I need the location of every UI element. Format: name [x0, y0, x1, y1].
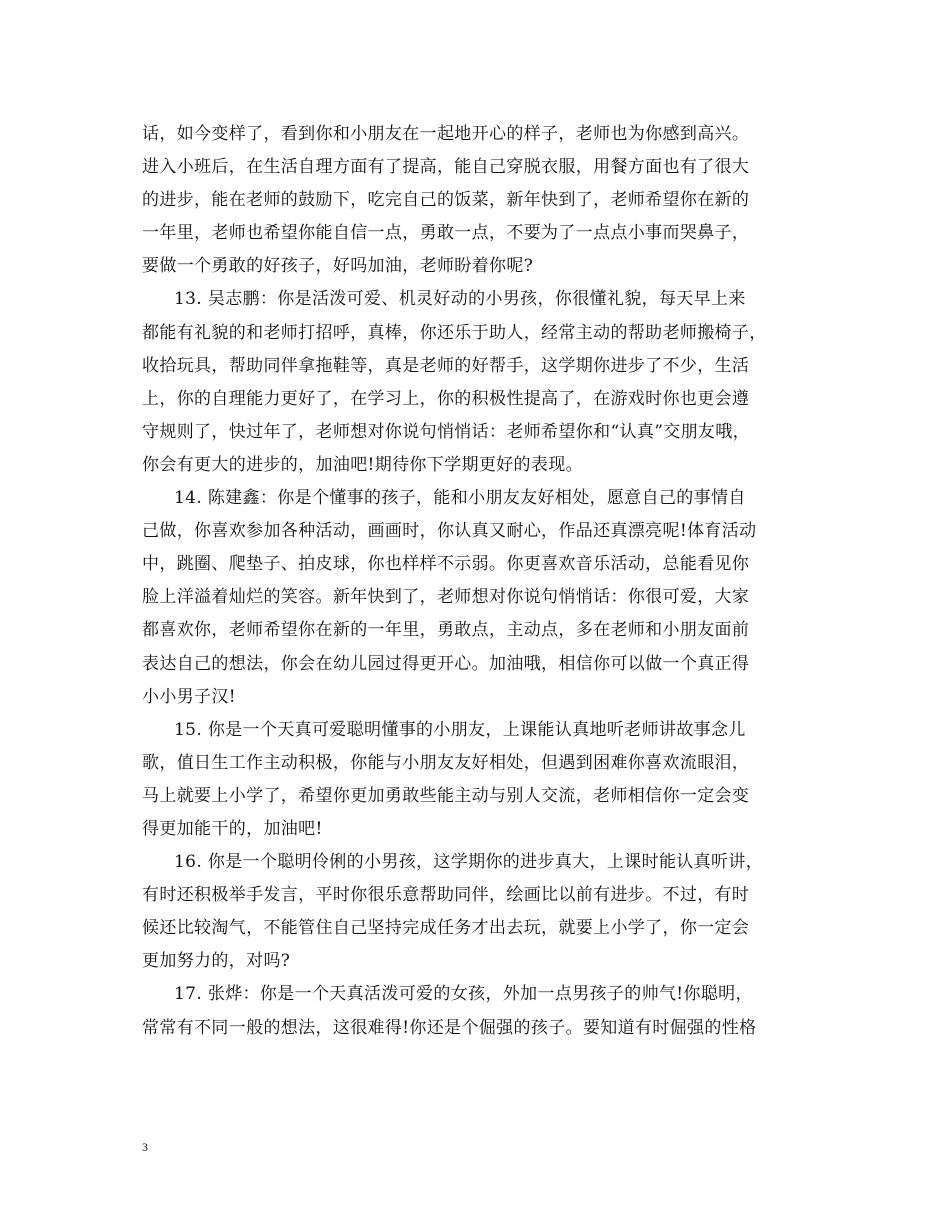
text-line: 脸上洋溢着灿烂的笑容。新年快到了，老师想对你说句悄悄话：你很可爱，大家: [142, 587, 750, 608]
paragraph-start-line: 14. 陈建鑫：你是个懂事的孩子，能和小朋友友好相处，愿意自己的事情自: [174, 488, 746, 509]
text-line: 小小男子汉!: [142, 686, 236, 707]
text-line: 你会有更大的进步的，加油吧!期待你下学期更好的表现。: [142, 454, 583, 475]
text-line: 候还比较淘气，不能管住自己坚持完成任务才出去玩，就要上小学了，你一定会: [142, 918, 750, 939]
text-line: 上，你的自理能力更好了，在学习上，你的积极性提高了，在游戏时你也更会遵: [142, 388, 750, 409]
paragraph-start-line: 17. 张烨：你是一个天真活泼可爱的女孩，外加一点男孩子的帅气!你聪明，: [174, 984, 753, 1005]
text-line: 收拾玩具，帮助同伴拿拖鞋等，真是老师的好帮手，这学期你进步了不少，生活: [142, 355, 750, 376]
text-line: 一年里，老师也希望你能自信一点，勇敢一点，不要为了一点点小事而哭鼻子，: [142, 223, 750, 244]
text-line: 马上就要上小学了，希望你更加勇敢些能主动与别人交流，老师相信你一定会变: [142, 785, 750, 806]
page-number: 3: [142, 1140, 148, 1154]
document-body: [142, 118, 822, 1045]
text-line: 歌，值日生工作主动积极，你能与小朋友友好相处，但遇到困难你喜欢流眼泪，: [142, 752, 750, 773]
paragraph-start-line: 15. 你是一个天真可爱聪明懂事的小朋友，上课能认真地听老师讲故事念儿: [174, 719, 746, 740]
paragraph-start-line: 13. 吴志鹏：你是活泼可爱、机灵好动的小男孩，你很懂礼貌，每天早上来: [174, 289, 746, 310]
text-line: 的进步，能在老师的鼓励下，吃完自己的饭菜，新年快到了，老师希望你在新的: [142, 190, 750, 211]
text-line: 要做一个勇敢的好孩子，好吗加油，老师盼着你呢?: [142, 256, 534, 277]
text-line: 话，如今变样了，看到你和小朋友在一起地开心的样子，老师也为你感到高兴。: [142, 124, 750, 144]
text-line: 进入小班后，在生活自理方面有了提高，能自己穿脱衣服，用餐方面也有了很大: [142, 157, 750, 178]
text-line: 表达自己的想法，你会在幼儿园过得更开心。加油哦，相信你可以做一个真正得: [142, 653, 750, 674]
text-line: 都能有礼貌的和老师打招呼，真棒，你还乐于助人，经常主动的帮助老师搬椅子，: [142, 322, 767, 343]
text-line: 己做，你喜欢参加各种活动，画画时，你认真又耐心，作品还真漂亮呢!体育活动: [142, 521, 757, 542]
text-line: 守规则了，快过年了，老师想对你说句悄悄话：老师希望你和“认真”交朋友哦，: [142, 421, 750, 442]
text-line: 得更加能干的，加油吧!: [142, 818, 323, 839]
text-line: 更加努力的，对吗?: [142, 951, 291, 972]
text-line: 都喜欢你，老师希望你在新的一年里，勇敢点，主动点，多在老师和小朋友面前: [142, 620, 750, 641]
text-line: 有时还积极举手发言，平时你很乐意帮助同伴，绘画比以前有进步。不过，有时: [142, 885, 750, 906]
text-line: 中，跳圈、爬垫子、拍皮球，你也样样不示弱。你更喜欢音乐活动，总能看见你: [142, 554, 750, 575]
text-line: 常常有不同一般的想法，这很难得!你还是个倔强的孩子。要知道有时倔强的性格: [142, 1017, 757, 1038]
paragraph-start-line: 16. 你是一个聪明伶俐的小男孩，这学期你的进步真大，上课时能认真听讲，: [174, 852, 764, 873]
